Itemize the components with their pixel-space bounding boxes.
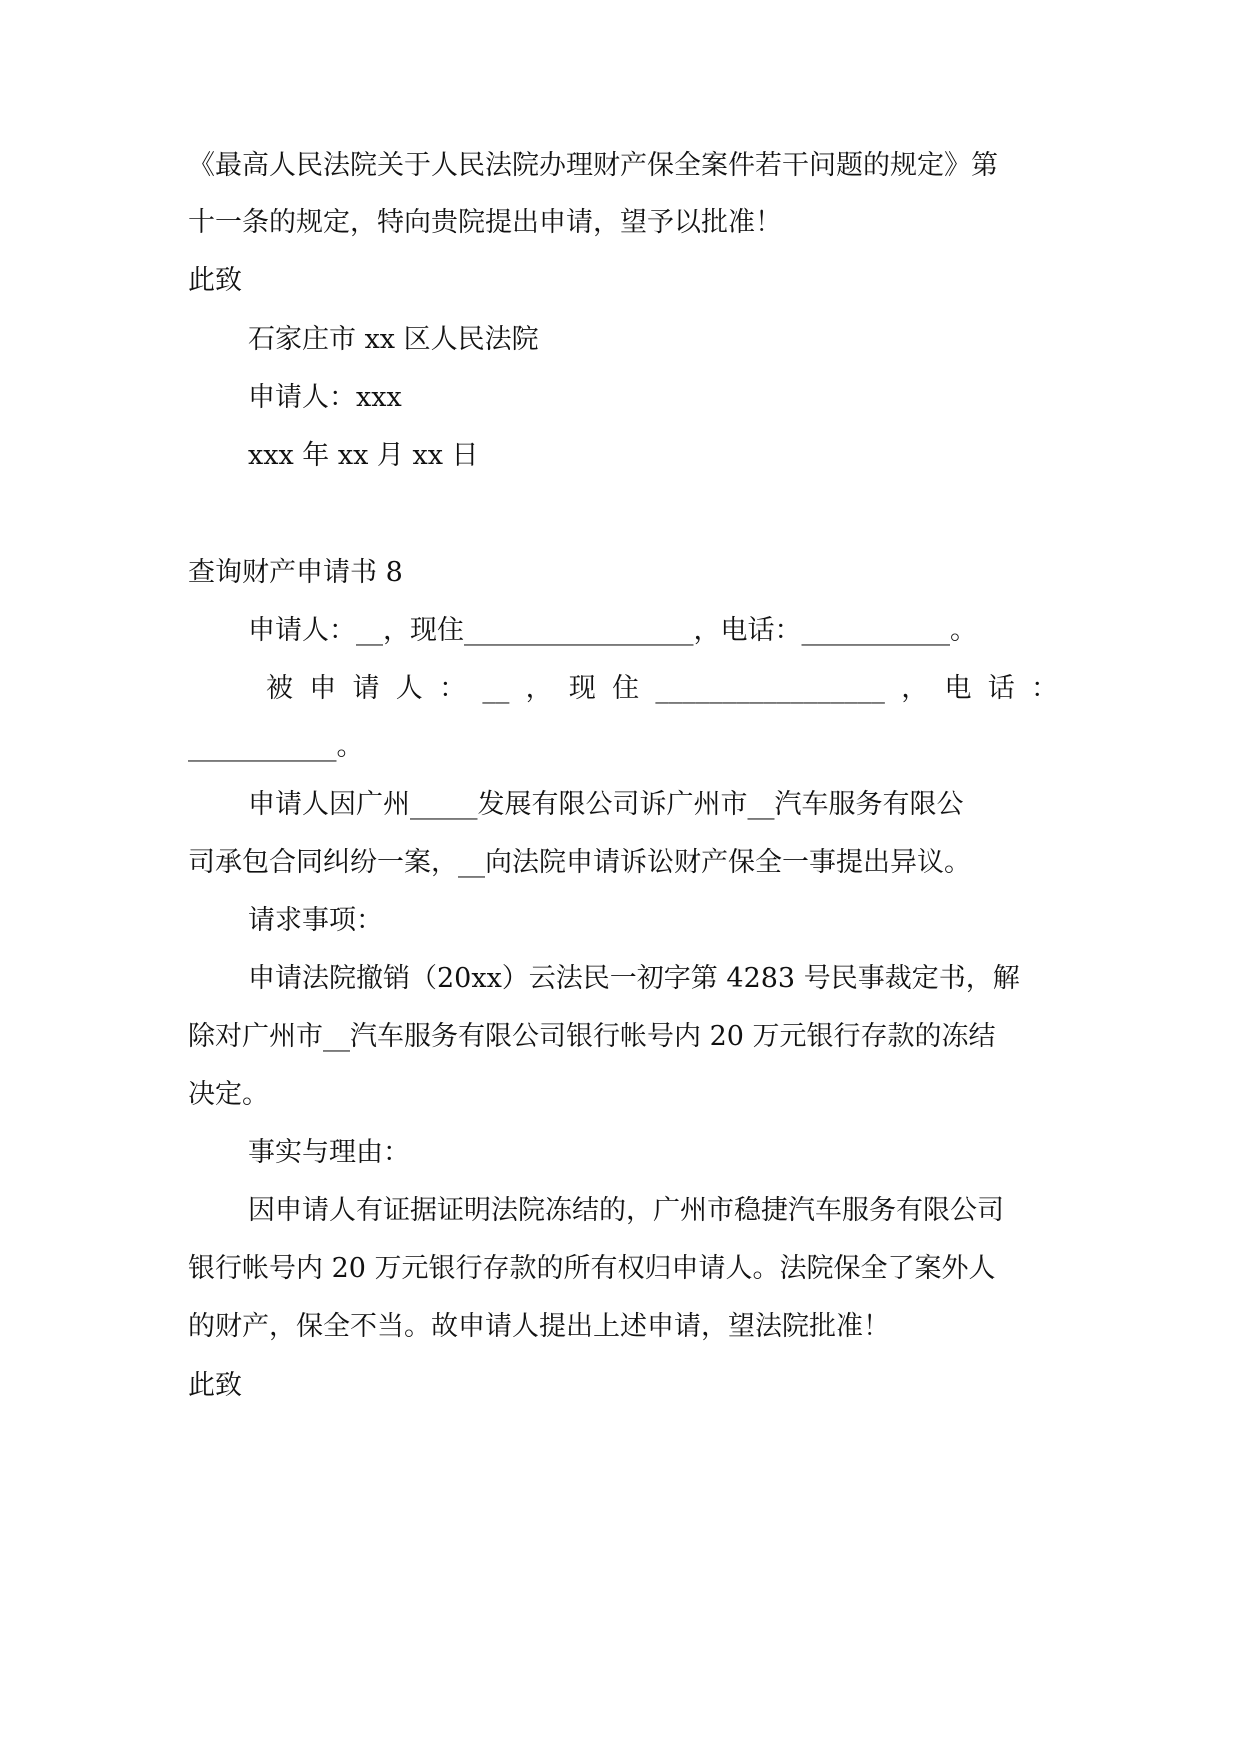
paragraph-line: 申请法院撤销（20xx）云法民一初字第 4283 号民事裁定书，解 [248, 963, 1020, 994]
paragraph-line: 申请人因广州_____发展有限公司诉广州市__汽车服务有限公 [248, 789, 964, 820]
paragraph-line: 的财产，保全不当。故申请人提出上述申请，望法院批准！ [188, 1311, 890, 1342]
closing-salutation: 此致 [188, 1370, 242, 1401]
date-line: xxx 年 xx 月 xx 日 [248, 440, 479, 471]
paragraph-line: 十一条的规定，特向贵院提出申请，望予以批准！ [188, 207, 782, 238]
respondent-info-continuation: ___________。 [188, 731, 364, 762]
closing-salutation: 此致 [188, 265, 242, 296]
respondent-info-line: 被申请人：__，现住_________________，电话： [266, 673, 1058, 704]
applicant-info-line: 申请人：__，现住_________________，电话：___________。 [248, 615, 977, 646]
paragraph-line: 银行帐号内 20 万元银行存款的所有权归申请人。法院保全了案外人 [188, 1253, 996, 1284]
paragraph-line: 除对广州市__汽车服务有限公司银行帐号内 20 万元银行存款的冻结 [188, 1021, 996, 1052]
applicant-signature: 申请人：xxx [248, 382, 402, 413]
section-title: 查询财产申请书 8 [188, 557, 403, 588]
section-heading-requests: 请求事项： [248, 905, 383, 936]
paragraph-line: 因申请人有证据证明法院冻结的，广州市稳捷汽车服务有限公司 [248, 1195, 1004, 1226]
recipient-court: 石家庄市 xx 区人民法院 [248, 324, 539, 355]
section-heading-facts: 事实与理由： [248, 1137, 410, 1168]
paragraph-line: 《最高人民法院关于人民法院办理财产保全案件若干问题的规定》第 [188, 150, 998, 181]
paragraph-line: 司承包合同纠纷一案，__向法院申请诉讼财产保全一事提出异议。 [188, 847, 971, 878]
paragraph-line: 决定。 [188, 1079, 269, 1110]
